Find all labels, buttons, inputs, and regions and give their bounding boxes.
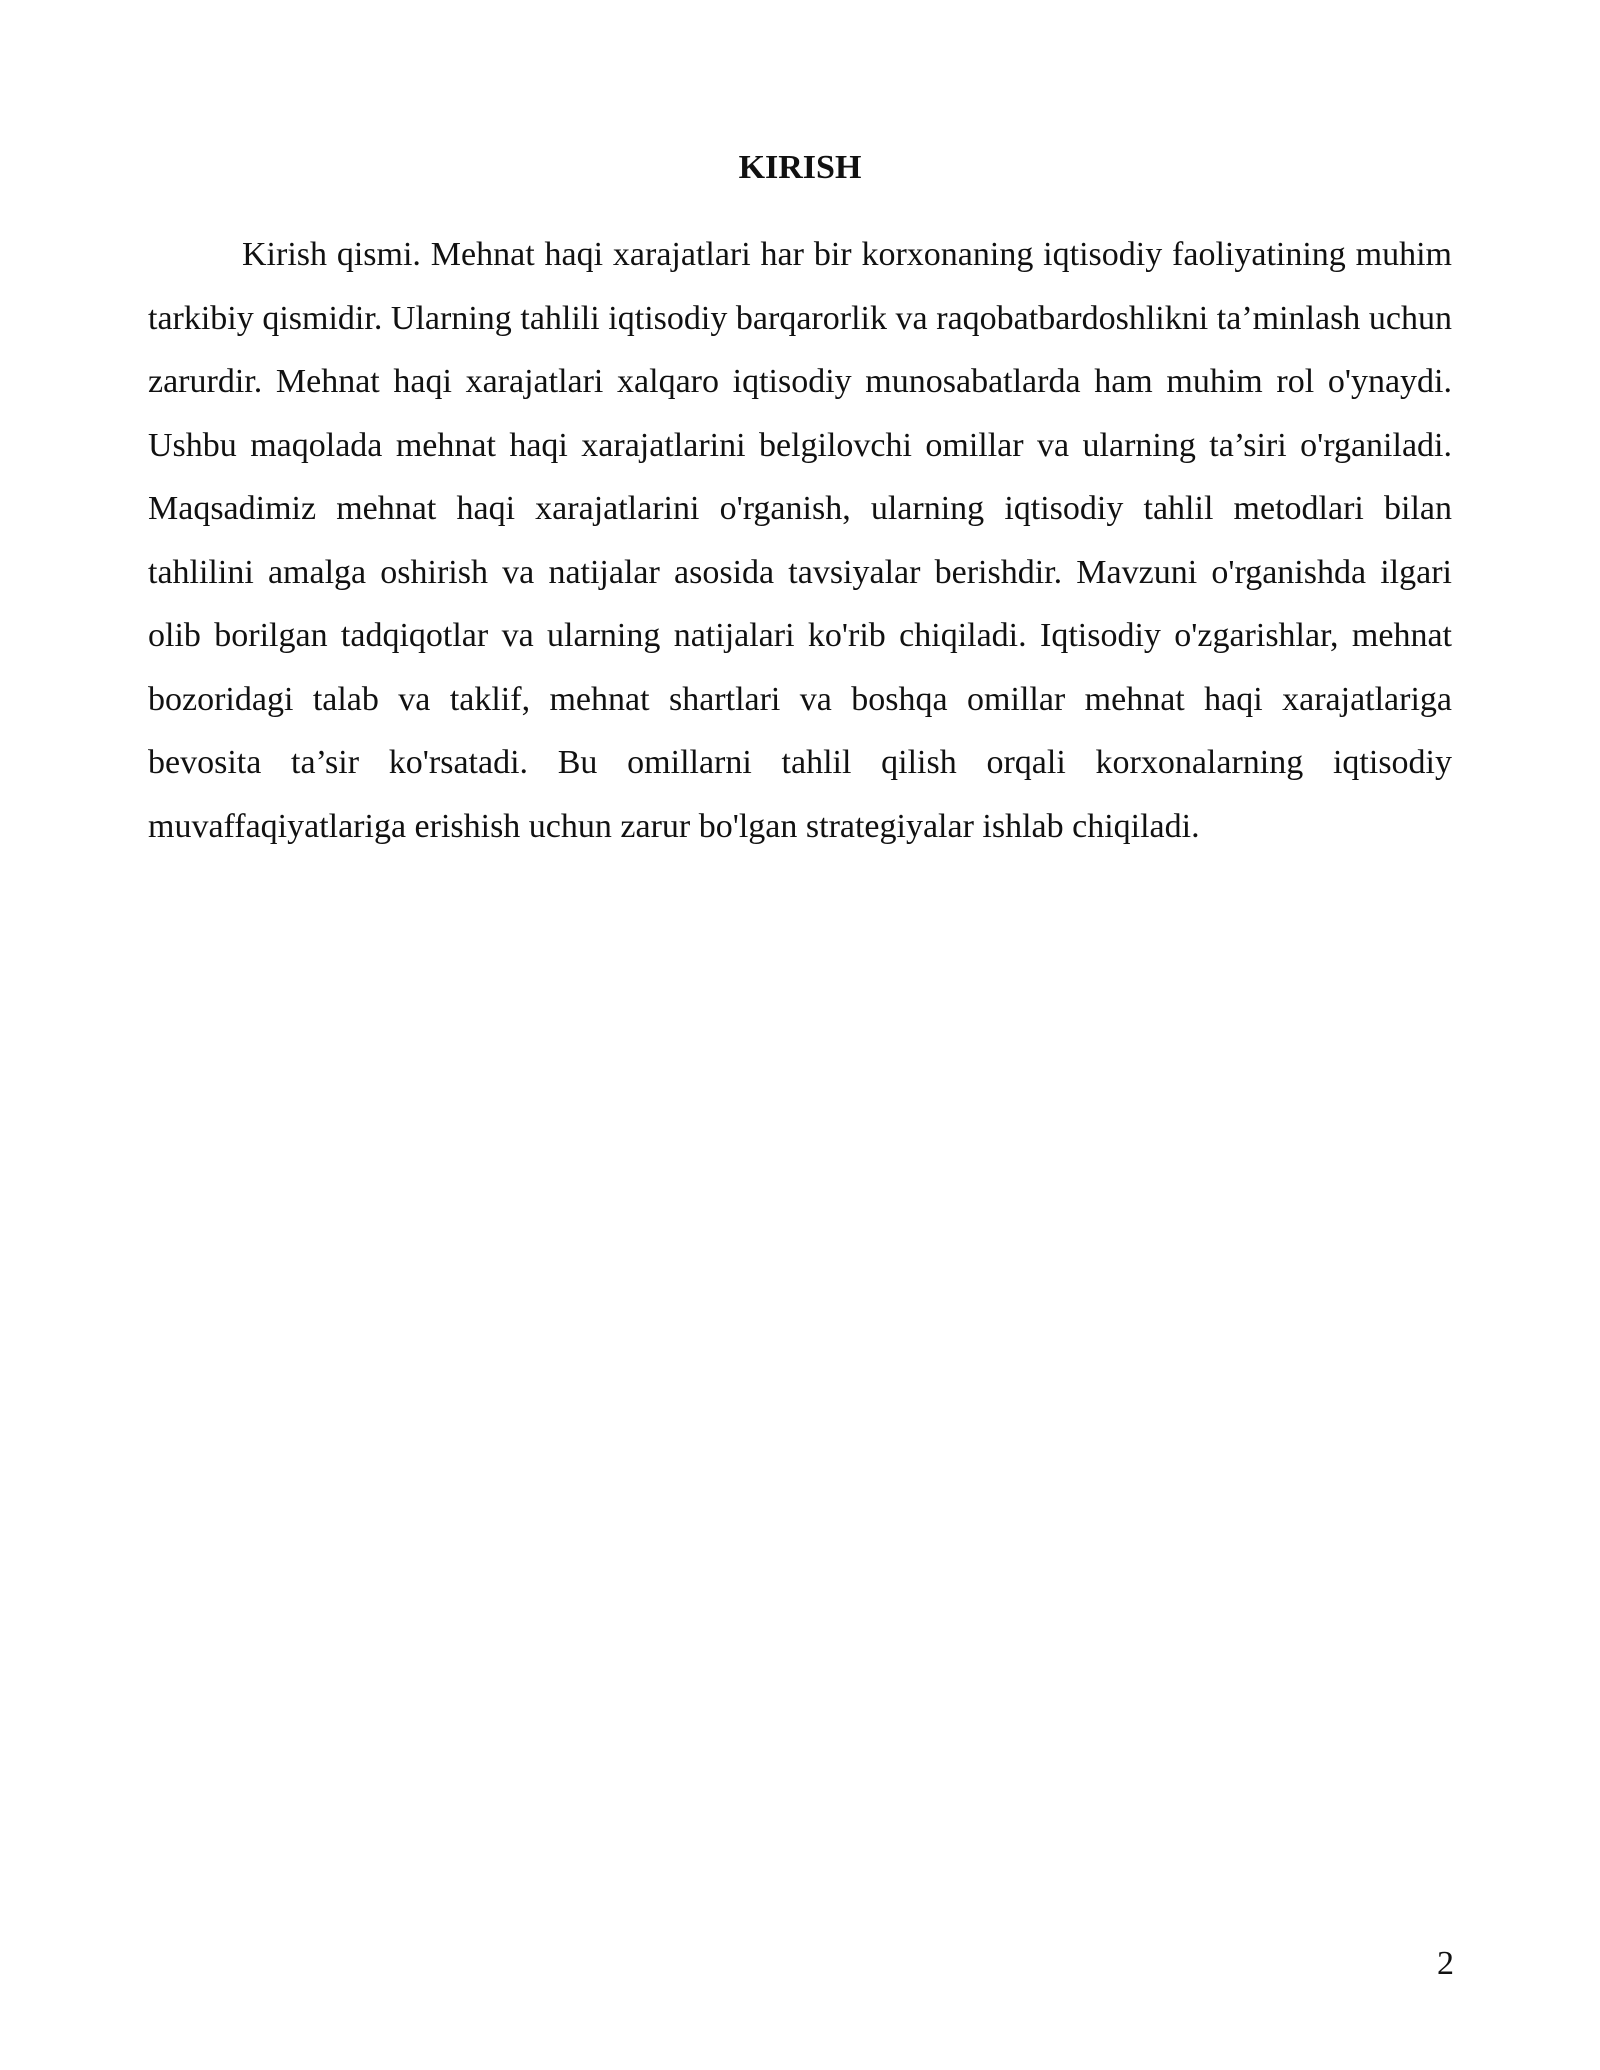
section-heading: KIRISH: [738, 149, 862, 186]
page-number: 2: [1437, 1945, 1454, 1982]
intro-paragraph: Kirish qismi. Mehnat haqi xarajatlari har bir korxonaning iqtisodiy faoliyatining muhim tarkibiy qismidir. Ularning tahlili iqtisodiy barqarorlik va raqobatbardoshlikni ta’minlash uchun zarurdir. Mehnat haqi xarajatlari xalqaro iqtisodiy munosabatlarda ham muhim rol o'ynaydi. Ushbu maqolada mehnat haqi xarajatlarini belgilovchi omillar va ularning ta’siri o'rganiladi. Maqsadimiz mehnat haqi xarajatlarini o'rganish, ularning iqtisodiy tahlil metodlari bilan tahlilini amalga oshirish va natijalar asosida tavsiyalar berishdir. Mavzuni o'rganishda ilgari olib borilgan tadqiqotlar va ularning natijalari ko'rib chiqiladi. Iqtisodiy o'zgarishlar, mehnat bozoridagi talab va taklif, mehnat shartlari va boshqa omillar mehnat haqi xarajatlariga bevosita ta’sir ko'rsatadi. Bu omillarni tahlil qilish orqali korxonalarning iqtisodiy muvaffaqiyatlariga erishish uchun zarur bo'lgan strategiyalar ishlab chiqiladi.: [148, 236, 1452, 845]
